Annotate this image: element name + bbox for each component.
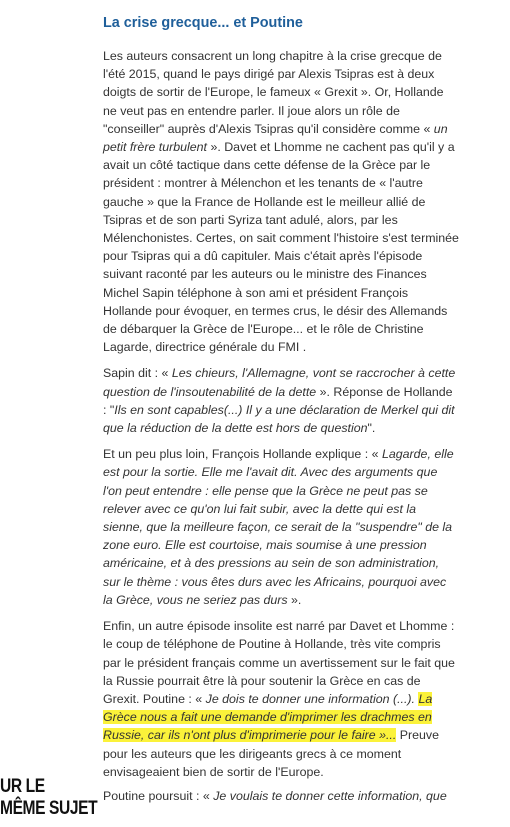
text-segment: Et un peu plus loin, François Hollande explique : « [103,447,382,462]
quote-segment: Je dois te donner une information (...). [205,691,419,706]
article-body [103,0,459,805]
text-segment: Les auteurs consacrent un long chapitre à la crise grecque de l'été 2015, quand le pays dirigé par Alexis Tsipras est à deux doigts de sortir de l'Europe, le fameux « Grexit ». Or, Hollande ne veut pas en entendre parler. Il joue alors un rôle de "conseiller" auprès d'Alexis Tsipras qu'il considère comme « [103,49,444,136]
text-segment: Preuve pour les auteurs que les dirigeants grecs à ce moment envisageaient bien de sortir de l'Europe. [103,728,439,779]
paragraph-poutine [103,617,459,781]
text-segment: Enfin, un autre épisode insolite est narré par Davet et Lhomme : le coup de téléphone de Poutine à Hollande, très vite compris par le président français comme un avertissement sur le fait que la Russie pourrait être là pour soutenir la Grèce en cas de Grexit. Poutine : « [103,619,455,706]
paragraph-grexit [103,47,459,356]
text-segment: ». Davet et Lhomme ne cachent pas qu'il y a avait un côté tactique dans cette défense de la Grèce par le président : montrer à Mélenchon et les tenants de « l'autre gauche » que la France de Hollande est le meilleur allié de Tsipras et de son parti Syriza tant adulé, alors, par les Mélenchonistes. Certes, on sait comment l'histoire s'est terminée pour Tsipras qui a dû capituler. Mais c'était après l'épisode suivant raconté par les auteurs ou le ministre des Finances Michel Sapin téléphone à son ami et président François Hollande pour évoquer, en termes crus, le désir des Allemands de débarquer la Grèce de l'Europe... et le rôle de Christine Lagarde, directrice générale du FMI . [103,140,459,355]
related-heading-line: MÊME SUJET [0,798,98,819]
text-segment: ». Réponse de Hollande : " [103,384,453,417]
quote-segment: Les chieurs, l'Allemagne, vont se raccrocher à cette question de l'insoutenabilité de la dette [103,366,456,399]
section-heading: La crise grecque... et Poutine [103,15,303,31]
quote-segment: Lagarde, elle est pour la sortie. Elle me l'avait dit. Avec des arguments que l'on peut entendre : elle pense que la Grèce ne peut pas se relever avec ce qu'on lui fait subir, avec la dette qui est la sienne, que la meilleure façon, ce serait de la "suspendre" de la zone euro. Elle est courtoise, mais soumise à une pression américaine, et à des pressions au sein de son administration, sur le thème : vous êtes durs avec les Africains, pourquoi avec la Grèce, vous ne seriez pas durs [103,447,454,607]
text-segment: ». [287,592,302,607]
highlighted-quote: La Grèce nous a fait une demande d'imprimer les drachmes en Russie, car ils n'ont plus d'imprimerie pour le faire [103,691,433,743]
text-segment: ". [367,421,376,436]
related-heading-line: UR LE [0,776,45,797]
highlighted-quote-end: »... [375,728,397,743]
text-segment: Poutine poursuit : « [103,788,214,803]
related-articles-heading [0,776,98,820]
paragraph-poutine-continued [103,787,459,805]
quote-segment: un petit frère turbulent [103,121,448,155]
text-segment: Sapin dit : « [103,366,172,381]
paragraph-lagarde [103,445,459,609]
quote-segment: Je voulais te donner cette information, que [213,788,447,803]
quote-segment: Ils en sont capables(...) Il y a une déclaration de Merkel qui dit que la réduction de la dette est hors de question [103,402,455,436]
paragraph-sapin [103,364,459,437]
